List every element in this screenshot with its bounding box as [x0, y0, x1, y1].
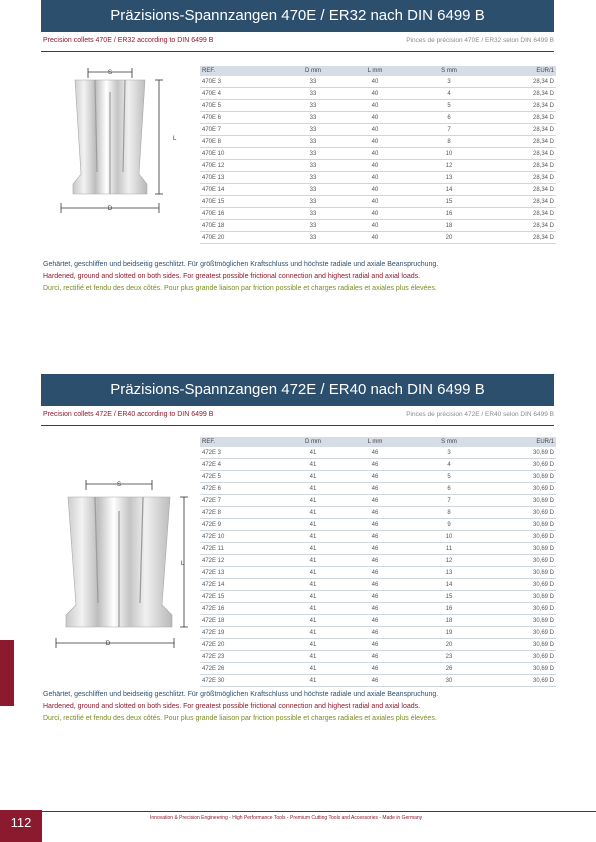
- column-header: D mm: [282, 66, 344, 76]
- table-cell: 6: [406, 483, 492, 495]
- table-header-row: [200, 437, 556, 447]
- table-cell: 472E 5: [200, 471, 282, 483]
- section-title: Präzisions-Spannzangen 470E / ER32 nach DIN 6499 B: [41, 0, 554, 32]
- table-cell: 46: [344, 483, 406, 495]
- table-cell: 5: [406, 100, 492, 112]
- table-cell: 33: [282, 136, 344, 148]
- table-cell: 26: [406, 663, 492, 675]
- footer-text: Innovation & Precision Engineering - High Performance Tools - Premium Cutting Tools and Accessories - Made in Germany: [150, 815, 423, 821]
- table-cell: 4: [406, 88, 492, 100]
- table-cell: 41: [282, 603, 344, 615]
- column-header: S mm: [406, 437, 492, 447]
- table-cell: 33: [282, 208, 344, 220]
- table-cell: 10: [406, 148, 492, 160]
- table-row: [200, 495, 556, 507]
- table-row: [200, 603, 556, 615]
- table-cell: 41: [282, 615, 344, 627]
- table-cell: 30,69 D: [492, 447, 556, 459]
- table-cell: 472E 14: [200, 579, 282, 591]
- notes-470e: [43, 259, 438, 295]
- table-cell: 472E 18: [200, 615, 282, 627]
- table-cell: 28,34 D: [492, 100, 556, 112]
- table-cell: 472E 11: [200, 543, 282, 555]
- subtitle-en: Precision collets 472E / ER40 according to DIN 6499 B: [43, 411, 214, 418]
- table-row: [200, 663, 556, 675]
- subtitle-row: [41, 411, 554, 426]
- table-header-row: [200, 66, 556, 76]
- table-cell: 46: [344, 555, 406, 567]
- table-cell: 470E 5: [200, 100, 282, 112]
- table-cell: 472E 20: [200, 639, 282, 651]
- table-cell: 41: [282, 639, 344, 651]
- table-cell: 46: [344, 519, 406, 531]
- table-row: [200, 567, 556, 579]
- column-header: REF.: [200, 437, 282, 447]
- table-cell: 33: [282, 124, 344, 136]
- table-cell: 40: [344, 232, 406, 244]
- table-cell: 33: [282, 100, 344, 112]
- table-cell: 472E 26: [200, 663, 282, 675]
- table-cell: 33: [282, 196, 344, 208]
- table-cell: 12: [406, 160, 492, 172]
- table-cell: 472E 30: [200, 675, 282, 687]
- table-cell: 28,34 D: [492, 124, 556, 136]
- table-cell: 5: [406, 471, 492, 483]
- table-row: [200, 184, 556, 196]
- table-cell: 40: [344, 148, 406, 160]
- table-cell: 18: [406, 220, 492, 232]
- table-cell: 23: [406, 651, 492, 663]
- dim-d-label: D: [105, 641, 111, 647]
- column-header: L mm: [344, 66, 406, 76]
- table-cell: 470E 10: [200, 148, 282, 160]
- table-cell: 30,69 D: [492, 591, 556, 603]
- table-cell: 33: [282, 220, 344, 232]
- table-row: [200, 220, 556, 232]
- table-cell: 470E 7: [200, 124, 282, 136]
- table-cell: 30,69 D: [492, 663, 556, 675]
- side-tab: [0, 640, 14, 706]
- table-cell: 8: [406, 507, 492, 519]
- table-cell: 46: [344, 651, 406, 663]
- table-cell: 30,69 D: [492, 603, 556, 615]
- table-cell: 7: [406, 124, 492, 136]
- table-cell: 33: [282, 172, 344, 184]
- table-cell: 470E 20: [200, 232, 282, 244]
- table-cell: 9: [406, 519, 492, 531]
- note-fr: Durci, rectifié et fendu des deux côtés. Pour plus grande liaison par friction possible et charges radiales et axiales plus élevées.: [43, 285, 437, 292]
- table-cell: 41: [282, 591, 344, 603]
- table-cell: 14: [406, 184, 492, 196]
- table-cell: 46: [344, 459, 406, 471]
- section-472e: [41, 374, 554, 426]
- table-row: [200, 136, 556, 148]
- table-cell: 41: [282, 519, 344, 531]
- table-cell: 30,69 D: [492, 507, 556, 519]
- table-cell: 46: [344, 471, 406, 483]
- table-cell: 33: [282, 232, 344, 244]
- table-cell: 28,34 D: [492, 136, 556, 148]
- table-row: [200, 483, 556, 495]
- table-cell: 40: [344, 220, 406, 232]
- table-cell: 46: [344, 639, 406, 651]
- table-cell: 16: [406, 603, 492, 615]
- table-cell: 40: [344, 88, 406, 100]
- table-row: [200, 112, 556, 124]
- table-row: [200, 148, 556, 160]
- table-cell: 10: [406, 531, 492, 543]
- table-cell: 4: [406, 459, 492, 471]
- table-cell: 41: [282, 555, 344, 567]
- subtitle-fr: Pinces de précision 470E / ER32 selon DIN 6499 B: [406, 37, 554, 44]
- table-cell: 33: [282, 148, 344, 160]
- table-cell: 472E 19: [200, 627, 282, 639]
- note-en: Hardened, ground and slotted on both sides. For greatest possible frictional connection and highest radial and axial loads.: [43, 273, 421, 280]
- column-header: EUR/1: [492, 437, 556, 447]
- column-header: D mm: [282, 437, 344, 447]
- table-row: [200, 627, 556, 639]
- table-cell: 46: [344, 495, 406, 507]
- table-cell: 472E 3: [200, 447, 282, 459]
- table-row: [200, 591, 556, 603]
- table-cell: 470E 16: [200, 208, 282, 220]
- table-cell: 40: [344, 136, 406, 148]
- table-row: [200, 88, 556, 100]
- table-cell: 30,69 D: [492, 519, 556, 531]
- table-cell: 30,69 D: [492, 627, 556, 639]
- subtitle-fr: Pinces de précision 472E / ER40 selon DIN 6499 B: [406, 411, 554, 418]
- table-cell: 28,34 D: [492, 208, 556, 220]
- column-header: S mm: [406, 66, 492, 76]
- table-row: [200, 579, 556, 591]
- table-cell: 28,34 D: [492, 148, 556, 160]
- table-row: [200, 531, 556, 543]
- table-cell: 41: [282, 483, 344, 495]
- table-cell: 41: [282, 579, 344, 591]
- table-cell: 46: [344, 591, 406, 603]
- table-cell: 28,34 D: [492, 160, 556, 172]
- table-cell: 3: [406, 447, 492, 459]
- collet-drawing-470e: [55, 62, 177, 222]
- column-header: EUR/1: [492, 66, 556, 76]
- table-cell: 472E 15: [200, 591, 282, 603]
- table-cell: 13: [406, 567, 492, 579]
- table-row: [200, 615, 556, 627]
- dim-l-label: L: [173, 136, 177, 142]
- table-cell: 41: [282, 663, 344, 675]
- table-cell: 470E 6: [200, 112, 282, 124]
- collet-table-472e: [200, 437, 556, 687]
- dim-s-label: S: [116, 482, 122, 488]
- table-cell: 33: [282, 184, 344, 196]
- table-row: [200, 519, 556, 531]
- table-cell: 472E 12: [200, 555, 282, 567]
- table-cell: 30,69 D: [492, 459, 556, 471]
- column-header: L mm: [344, 437, 406, 447]
- table-cell: 28,34 D: [492, 112, 556, 124]
- table-cell: 472E 13: [200, 567, 282, 579]
- table-cell: 3: [406, 76, 492, 88]
- table-cell: 33: [282, 76, 344, 88]
- table-cell: 16: [406, 208, 492, 220]
- table-cell: 11: [406, 543, 492, 555]
- table-cell: 470E 13: [200, 172, 282, 184]
- section-470e: [41, 0, 554, 52]
- table-cell: 46: [344, 447, 406, 459]
- table-cell: 6: [406, 112, 492, 124]
- table-cell: 30,69 D: [492, 471, 556, 483]
- subtitle-row: [41, 37, 554, 52]
- table-cell: 30,69 D: [492, 615, 556, 627]
- table-cell: 33: [282, 88, 344, 100]
- table-cell: 30,69 D: [492, 567, 556, 579]
- table-cell: 28,34 D: [492, 220, 556, 232]
- table-cell: 46: [344, 603, 406, 615]
- table-cell: 41: [282, 447, 344, 459]
- footer-rule: [42, 811, 596, 812]
- table-cell: 19: [406, 627, 492, 639]
- table-cell: 40: [344, 76, 406, 88]
- table-row: [200, 208, 556, 220]
- table-cell: 13: [406, 172, 492, 184]
- table-cell: 28,34 D: [492, 196, 556, 208]
- table-cell: 41: [282, 567, 344, 579]
- note-de: Gehärtet, geschliffen und beidseitig geschlitzt. Für größtmöglichen Kraftschluss und höchste radiale und axiale Beanspruchung.: [43, 261, 439, 268]
- table-cell: 41: [282, 507, 344, 519]
- table-cell: 472E 16: [200, 603, 282, 615]
- table-row: [200, 555, 556, 567]
- table-cell: 472E 4: [200, 459, 282, 471]
- table-cell: 470E 4: [200, 88, 282, 100]
- table-cell: 46: [344, 543, 406, 555]
- collet-drawing-472e: [50, 477, 190, 655]
- table-cell: 470E 12: [200, 160, 282, 172]
- table-cell: 28,34 D: [492, 76, 556, 88]
- table-cell: 28,34 D: [492, 232, 556, 244]
- table-row: [200, 196, 556, 208]
- table-row: [200, 160, 556, 172]
- table-cell: 46: [344, 579, 406, 591]
- table-cell: 30,69 D: [492, 495, 556, 507]
- table-cell: 472E 7: [200, 495, 282, 507]
- table-cell: 40: [344, 100, 406, 112]
- collet-table-470e: [200, 66, 556, 244]
- note-de: Gehärtet, geschliffen und beidseitig geschlitzt. Für größtmöglichen Kraftschluss und höchste radiale und axiale Beanspruchung.: [43, 691, 439, 698]
- table-cell: 30,69 D: [492, 531, 556, 543]
- table-row: [200, 639, 556, 651]
- table-cell: 41: [282, 471, 344, 483]
- dim-d-label: D: [107, 206, 113, 212]
- table-cell: 40: [344, 172, 406, 184]
- table-cell: 30: [406, 675, 492, 687]
- table-cell: 30,69 D: [492, 651, 556, 663]
- table-cell: 7: [406, 495, 492, 507]
- table-row: [200, 543, 556, 555]
- note-fr: Durci, rectifié et fendu des deux côtés. Pour plus grande liaison par friction possible et charges radiales et axiales plus élevées.: [43, 715, 437, 722]
- table-cell: 15: [406, 196, 492, 208]
- section-title: Präzisions-Spannzangen 472E / ER40 nach DIN 6499 B: [41, 374, 554, 406]
- table-row: [200, 100, 556, 112]
- notes-472e: [43, 689, 438, 725]
- dim-l-label: L: [181, 561, 185, 567]
- table-cell: 40: [344, 160, 406, 172]
- table-cell: 41: [282, 651, 344, 663]
- table-cell: 472E 9: [200, 519, 282, 531]
- subtitle-en: Precision collets 470E / ER32 according to DIN 6499 B: [43, 37, 214, 44]
- table-row: [200, 651, 556, 663]
- table-cell: 30,69 D: [492, 543, 556, 555]
- table-cell: 472E 10: [200, 531, 282, 543]
- column-header: REF.: [200, 66, 282, 76]
- table-cell: 41: [282, 627, 344, 639]
- page-number: 112: [0, 810, 42, 842]
- table-cell: 30,69 D: [492, 555, 556, 567]
- table-cell: 40: [344, 208, 406, 220]
- table-cell: 28,34 D: [492, 184, 556, 196]
- table-cell: 40: [344, 112, 406, 124]
- table-cell: 46: [344, 627, 406, 639]
- table-cell: 20: [406, 232, 492, 244]
- table-row: [200, 675, 556, 687]
- table-cell: 28,34 D: [492, 172, 556, 184]
- table-cell: 470E 15: [200, 196, 282, 208]
- table-cell: 33: [282, 112, 344, 124]
- table-row: [200, 124, 556, 136]
- table-row: [200, 76, 556, 88]
- table-cell: 46: [344, 507, 406, 519]
- table-cell: 30,69 D: [492, 639, 556, 651]
- table-row: [200, 471, 556, 483]
- table-cell: 40: [344, 196, 406, 208]
- table-cell: 30,69 D: [492, 483, 556, 495]
- table-cell: 470E 3: [200, 76, 282, 88]
- table-cell: 8: [406, 136, 492, 148]
- table-cell: 472E 23: [200, 651, 282, 663]
- table-cell: 46: [344, 615, 406, 627]
- table-cell: 14: [406, 579, 492, 591]
- table-cell: 470E 14: [200, 184, 282, 196]
- table-cell: 472E 8: [200, 507, 282, 519]
- table-cell: 30,69 D: [492, 675, 556, 687]
- table-cell: 18: [406, 615, 492, 627]
- table-cell: 30,69 D: [492, 579, 556, 591]
- dim-s-label: S: [107, 70, 113, 76]
- table-row: [200, 459, 556, 471]
- table-cell: 46: [344, 567, 406, 579]
- table-cell: 470E 18: [200, 220, 282, 232]
- table-cell: 41: [282, 459, 344, 471]
- table-row: [200, 447, 556, 459]
- table-cell: 46: [344, 675, 406, 687]
- table-cell: 41: [282, 675, 344, 687]
- table-cell: 28,34 D: [492, 88, 556, 100]
- table-cell: 20: [406, 639, 492, 651]
- table-cell: 472E 6: [200, 483, 282, 495]
- table-cell: 46: [344, 663, 406, 675]
- table-row: [200, 232, 556, 244]
- table-cell: 470E 8: [200, 136, 282, 148]
- table-cell: 40: [344, 124, 406, 136]
- table-row: [200, 507, 556, 519]
- note-en: Hardened, ground and slotted on both sides. For greatest possible frictional connection and highest radial and axial loads.: [43, 703, 421, 710]
- table-cell: 41: [282, 495, 344, 507]
- table-cell: 41: [282, 531, 344, 543]
- table-row: [200, 172, 556, 184]
- table-cell: 40: [344, 184, 406, 196]
- table-cell: 12: [406, 555, 492, 567]
- table-cell: 33: [282, 160, 344, 172]
- table-cell: 46: [344, 531, 406, 543]
- table-cell: 15: [406, 591, 492, 603]
- table-cell: 41: [282, 543, 344, 555]
